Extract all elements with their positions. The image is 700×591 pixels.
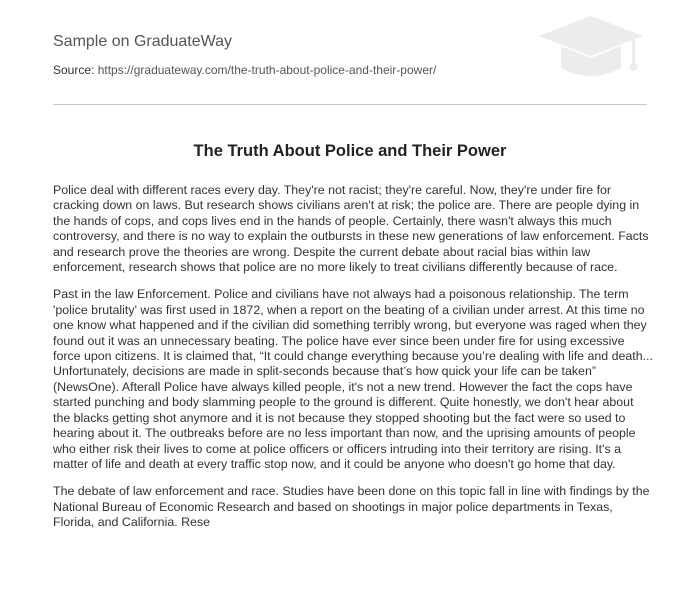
- site-title: Sample on GraduateWay: [53, 33, 233, 50]
- document-title: The Truth About Police and Their Power: [193, 142, 507, 160]
- paragraph-1: Police deal with different races every day. They're not racist; they're careful. Now, they're under fire for cracking down on laws. But research shows civilians aren't at risk; the police are. There are people dying in the hands of cops, and cops lives end in the hands of people. Certainly, there wasn't always this much controversy, and there is no way to explain the outbursts in these new generations of law enforcement. Facts and research prove the theories are wrong. Despite the current debate about racial bias within law enforcement, research shows that police are no more likely to treat civilians differently because of race.: [53, 183, 649, 275]
- paragraph-2: Past in the law Enforcement. Police and civilians have not always had a poisonous relationship. The term 'police brutality' was first used in 1872, when a report on the beating of a civilian under arrest. At this time no one know what happened and if the civilian did something terribly wrong, but everyone was raged when they found out it was an unnecessary beating. The police have ever since been under fire for using excessive force upon citizens. It is claimed that, “It could change everything because you’re dealing with life and death... Unfortunately, decisions are made in split-seconds because that’s how quick your life can be taken” (NewsOne). Afterall Police have always killed people, it's not a new trend. However the fact the cops have started punching and body slamming people to the ground is different. Quite honestly, we don't hear about the blacks getting shot anymore and it is not because they stopped shooting but the fact were so used to hearing about it. The outbreaks before are no less important than now, and the uprising amounts of people who either risk their lives to come at police officers or officers intruding into their territory are rising. It's a matter of life and death at every traffic stop now, and it could be anyone who doesn't go home that day.: [53, 287, 653, 471]
- paragraph-3: The debate of law enforcement and race. Studies have been done on this topic fall in line with findings by the National Bureau of Economic Research and based on shootings in major police departments in Texas, Florida, and California. Rese: [53, 484, 650, 530]
- source-link[interactable]: https://graduateway.com/the-truth-about-police-and-their-power/: [97, 63, 437, 77]
- source-line: [53, 63, 436, 77]
- header-divider: [53, 104, 647, 105]
- article-body: [53, 183, 653, 543]
- source-label: Source:: [53, 63, 98, 77]
- graduation-cap-icon: [535, 10, 647, 90]
